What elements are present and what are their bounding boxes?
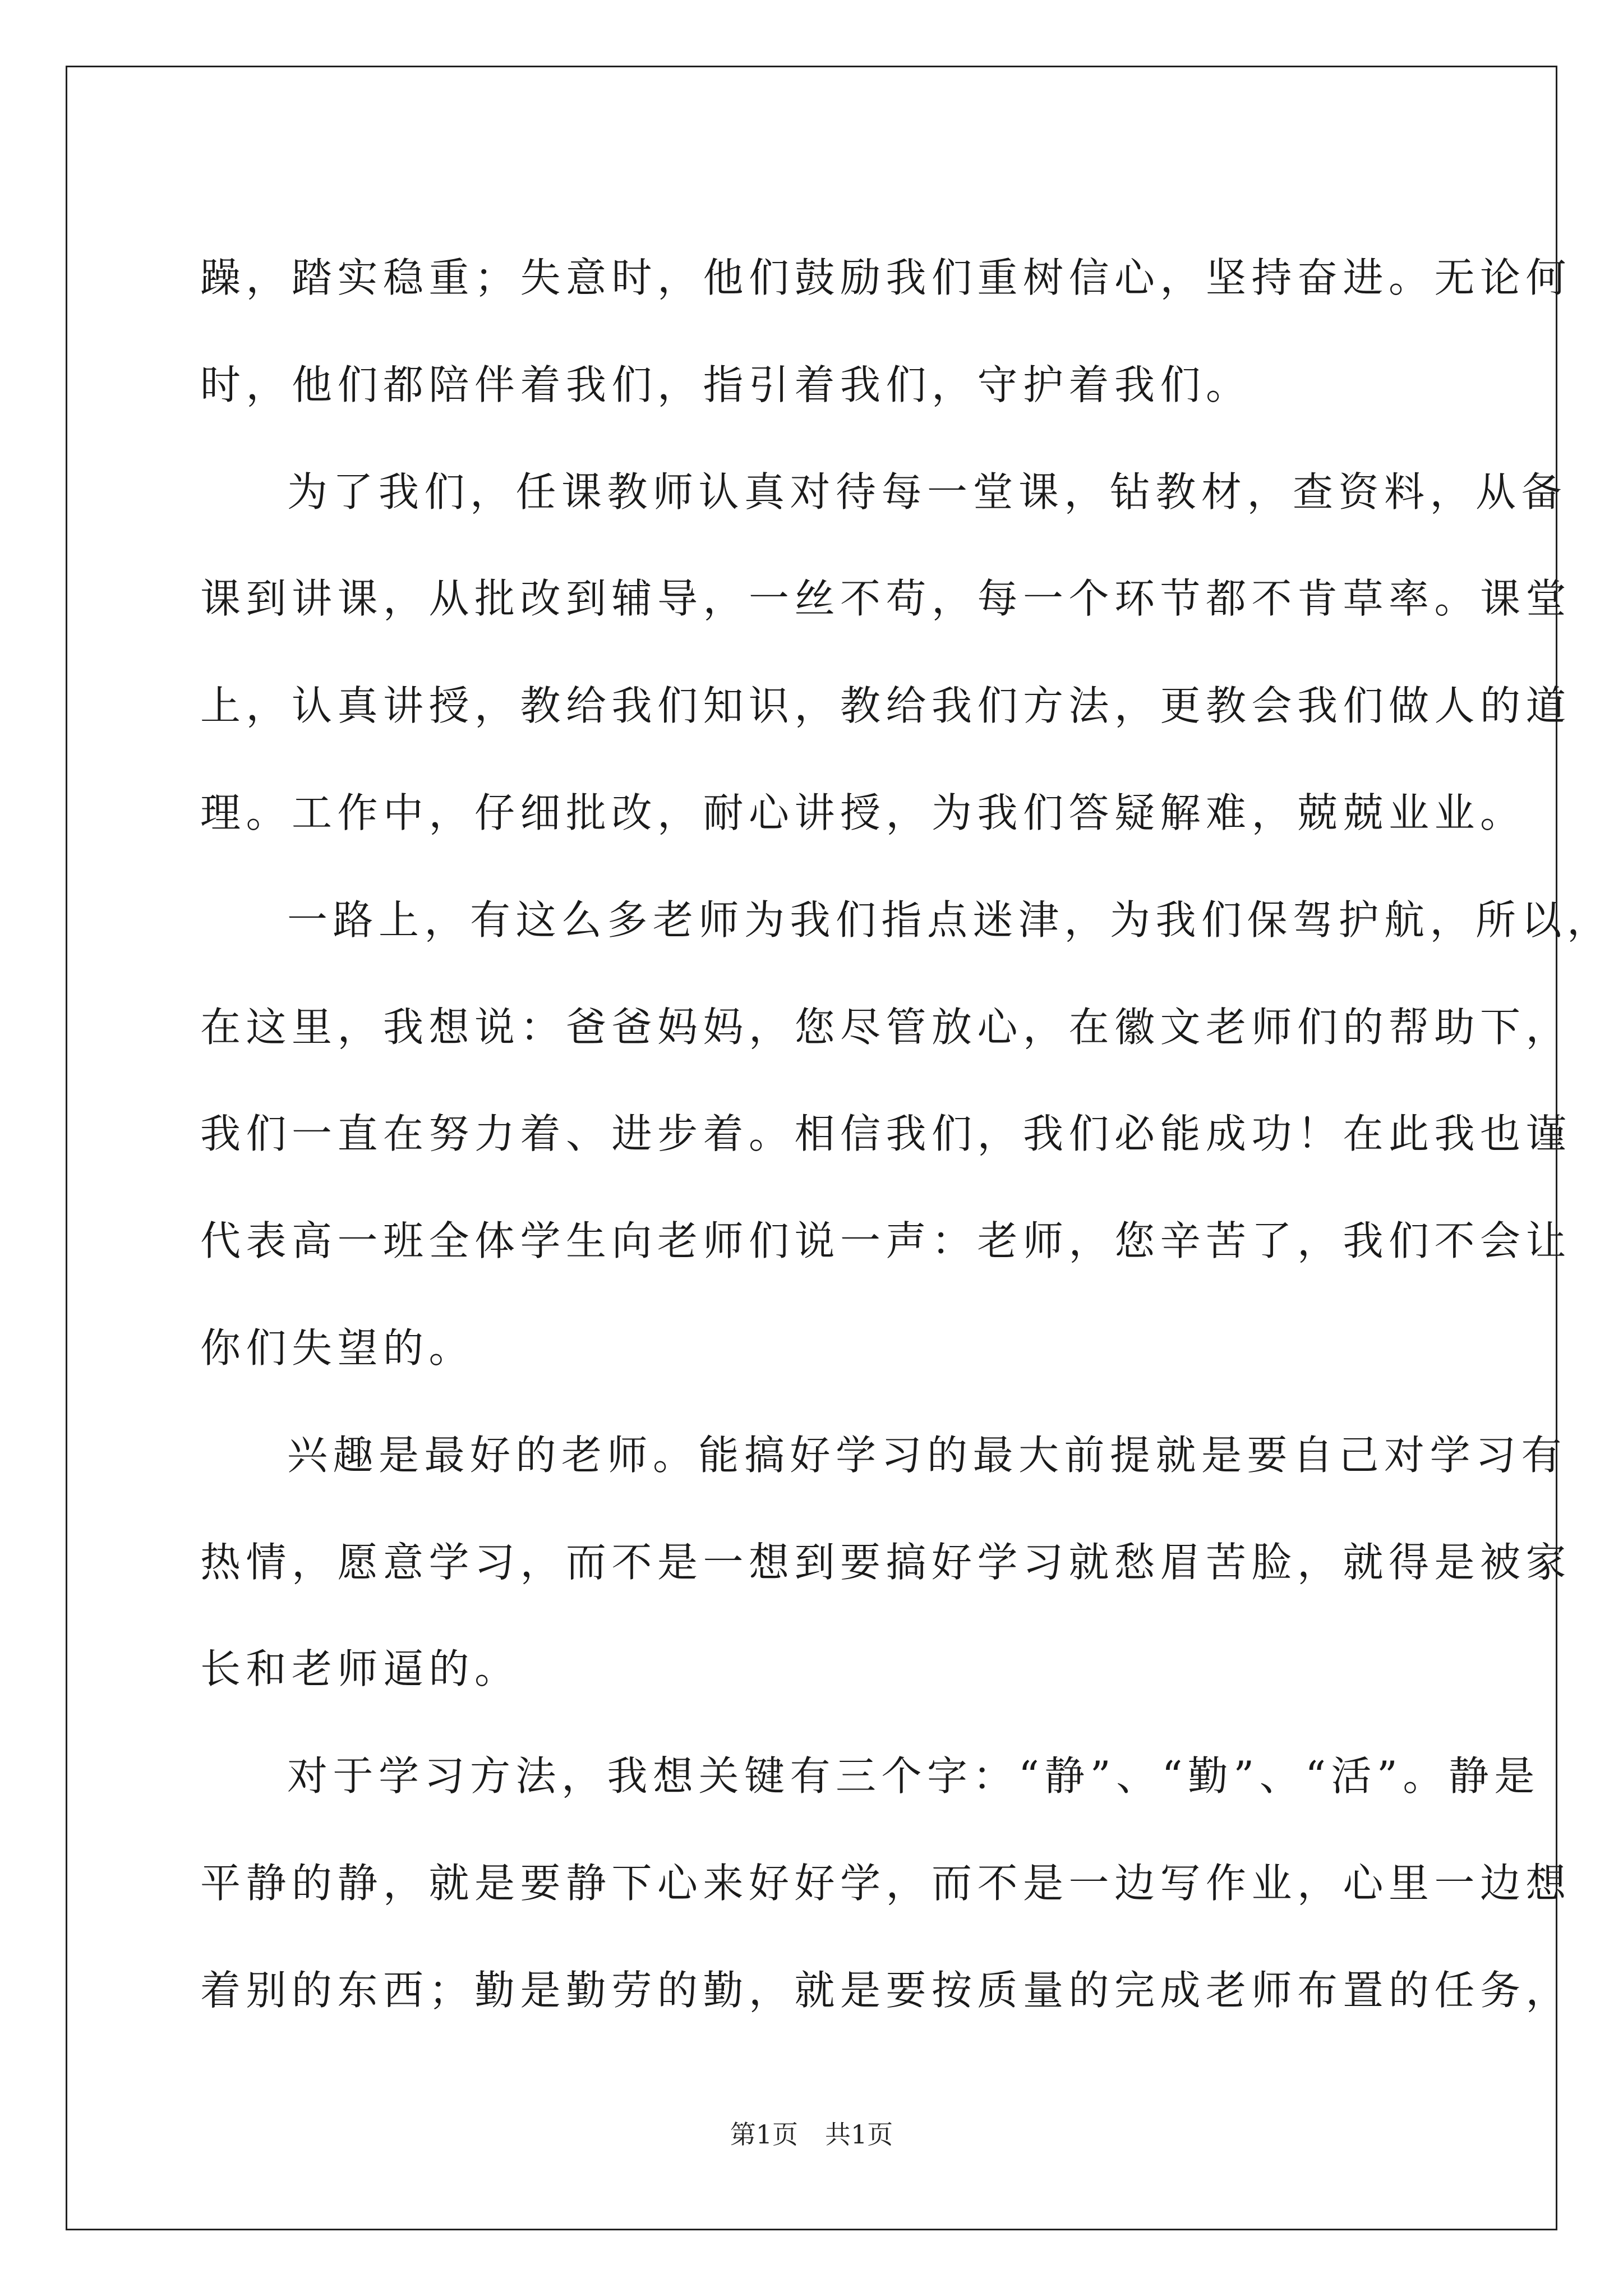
text-line: 你们失望的。 xyxy=(200,1324,475,1372)
page-footer xyxy=(0,2118,1623,2151)
text-line: 在这里，我想说：爸爸妈妈，您尽管放心，在徽文老师们的帮助下， xyxy=(200,1003,1572,1051)
text-line: 为了我们，任课教师认真对待每一堂课，钻教材，查资料，从备 xyxy=(287,468,1567,516)
text-line: 理。工作中，仔细批改，耐心讲授，为我们答疑解难，兢兢业业。 xyxy=(200,789,1526,836)
text-line: 对于学习方法，我想关键有三个字：“静”、“勤”、“活”。静是 xyxy=(287,1752,1540,1800)
text-line: 时，他们都陪伴着我们，指引着我们，守护着我们。 xyxy=(200,361,1252,408)
text-line: 躁，踏实稳重；失意时，他们鼓励我们重树信心，坚持奋进。无论何 xyxy=(200,254,1572,301)
text-line: 长和老师逼的。 xyxy=(200,1645,520,1693)
text-line: 代表高一班全体学生向老师们说一声：老师，您辛苦了，我们不会让 xyxy=(200,1217,1572,1265)
text-line: 兴趣是最好的老师。能搞好学习的最大前提就是要自己对学习有 xyxy=(287,1431,1567,1479)
text-line: 课到讲课，从批改到辅导，一丝不苟，每一个环节都不肯草率。课堂 xyxy=(200,575,1572,623)
document-text-block xyxy=(200,224,1613,2044)
page-number: 第1页 xyxy=(730,2119,798,2150)
text-line: 着别的东西；勤是勤劳的勤，就是要按质量的完成老师布置的任务， xyxy=(200,1966,1572,2014)
text-line: 一路上，有这么多老师为我们指点迷津，为我们保驾护航，所以， xyxy=(287,896,1613,944)
text-line: 我们一直在努力着、进步着。相信我们，我们必能成功！在此我也谨 xyxy=(200,1110,1572,1158)
document-body xyxy=(200,224,1613,2044)
text-line: 平静的静，就是要静下心来好好学，而不是一边写作业，心里一边想 xyxy=(200,1859,1572,1907)
text-line: 上，认真讲授，教给我们知识，教给我们方法，更教会我们做人的道 xyxy=(200,682,1572,730)
page-total: 共1页 xyxy=(825,2119,893,2150)
text-line: 热情，愿意学习，而不是一想到要搞好学习就愁眉苦脸，就得是被家 xyxy=(200,1538,1572,1586)
